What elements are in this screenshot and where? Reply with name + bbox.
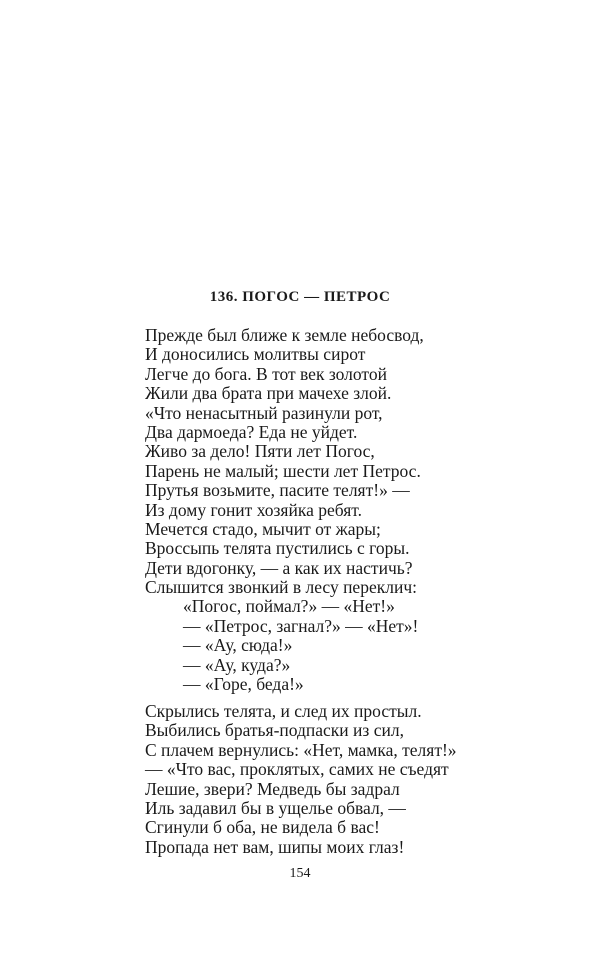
poem-line: Жили два брата при мачехе злой. [145, 383, 392, 404]
poem-line: С плачем вернулись: «Нет, мамка, телят!» [145, 739, 457, 760]
poem-line-indented: — «Ау, сюда!» [183, 635, 293, 656]
poem-line: И доносились молитвы сирот [145, 344, 366, 365]
stanza-2 [145, 702, 457, 857]
poem-line-indented: — «Горе, беда!» [183, 674, 304, 695]
poem-line-indented: — «Петрос, загнал?» — «Нет»! [183, 615, 419, 636]
poem-line: Живо за дело! Пяти лет Погос, [145, 441, 375, 462]
poem-line: Лешие, звери? Медведь бы задрал [145, 778, 400, 799]
poem-line: Парень не малый; шести лет Петрос. [145, 460, 421, 481]
poem-line: Из дому гонит хозяйка ребят. [145, 499, 362, 520]
page-number: 154 [289, 866, 311, 881]
stanza-1 [145, 326, 424, 694]
poem-line: — «Что вас, проклятых, самих не съедят [145, 759, 449, 780]
poem-line-indented: «Погос, поймал?» — «Нет!» [183, 596, 395, 617]
poem-line: Легче до бога. В тот век золотой [145, 363, 387, 384]
poem-line: Пропада нет вам, шипы моих глаз! [145, 836, 405, 857]
poem-line: Иль задавил бы в ущелье обвал, — [145, 797, 406, 818]
poem-line: Прутья возьмите, пасите телят!» — [145, 480, 410, 501]
poem-line: Прежде был ближе к земле небосвод, [145, 325, 424, 345]
poem-title: 136. ПОГОС — ПЕТРОС [209, 289, 391, 305]
poem-line-indented: — «Ау, куда?» [183, 654, 291, 675]
poem-line: Вроссыпь телята пустились с горы. [145, 538, 410, 559]
poem-line: Выбились братья-подпаски из сил, [145, 720, 404, 741]
poem-line: Мечется стадо, мычит от жары; [145, 518, 381, 539]
poem-line: Два дармоеда? Еда не уйдет. [145, 421, 358, 442]
poem-line: Сгинули б оба, не видела б вас! [145, 817, 380, 838]
poem-line: «Что ненасытный разинули рот, [145, 402, 383, 423]
poem-line: Дети вдогонку, — а как их настичь? [145, 557, 413, 578]
poem-line: Слышится звонкий в лесу переклич: [145, 577, 417, 598]
poem-line: Скрылись телята, и след их простыл. [145, 701, 422, 721]
